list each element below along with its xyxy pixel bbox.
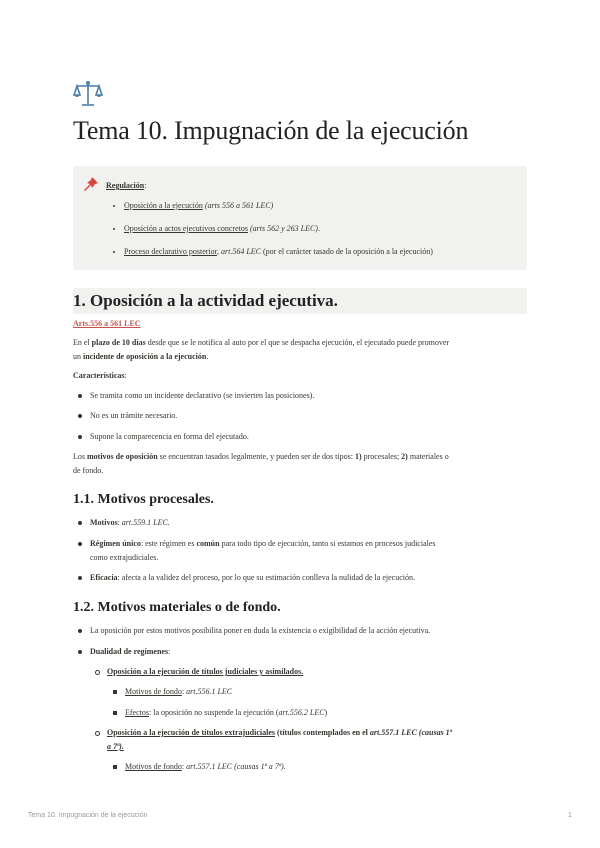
page-title: Tema 10. Impugnación de la ejecución xyxy=(73,116,469,145)
list-item: Régimen único: este régimen es común para todo tipo de ejecución, tanto si estamos en procesos judiciales xyxy=(90,537,436,551)
list-item: • Oposición a la ejecución (arts 556 a 561 LEC) xyxy=(124,194,433,217)
link[interactable]: Motivos de fondo xyxy=(125,687,182,696)
link[interactable]: Oposición a actos ejecutivos concretos xyxy=(124,224,248,233)
link[interactable]: Proceso declarativo posterior xyxy=(124,247,217,256)
list-item xyxy=(107,665,303,679)
paragraph: Los motivos de oposición se encuentran tasados legalmente, y pueden ser de dos tipos: 1) procesales; 2) materiales o xyxy=(73,452,449,461)
list-item: Motivos de fondo: art.556.1 LEC xyxy=(125,685,232,699)
subsection-heading: 1.1. Motivos procesales. xyxy=(73,492,214,507)
list-item: • Oposición a actos ejecutivos concretos (arts 562 y 263 LEC). xyxy=(124,217,433,240)
list-item: Dualidad de regímenes: xyxy=(90,645,170,659)
link[interactable]: Oposición a la ejecución xyxy=(124,201,203,210)
pushpin-icon xyxy=(83,176,99,197)
list-item: Motivos: art.559.1 LEC. xyxy=(90,516,170,530)
list-item: Efectos: la oposición no suspende la ejecución (art.556.2 LEC) xyxy=(125,706,327,720)
footer-title: Tema 10. Impugnación de la ejecución xyxy=(28,812,148,819)
scale-icon xyxy=(73,78,103,113)
list-item-continuation: a 7ª). xyxy=(107,742,124,751)
list-item-continuation: como extrajudiciales. xyxy=(90,553,159,562)
regulation-list xyxy=(106,194,433,263)
link[interactable]: Efectos xyxy=(125,708,149,717)
paragraph: de fondo. xyxy=(73,466,104,475)
articles-link[interactable]: Arts.556 a 561 LEC xyxy=(73,319,141,328)
subsection-heading: 1.2. Motivos materiales o de fondo. xyxy=(73,600,281,615)
page-number: 1 xyxy=(568,812,572,819)
list-item: Oposición a la ejecución de títulos extrajudiciales (títulos contemplados en el art.557.1 LEC (causas 1ª xyxy=(107,726,452,740)
list-item: Eficacia: afecta a la validez del proceso, por lo que su estimación conlleva la nulidad de la ejecución. xyxy=(90,571,415,585)
list-item: Supone la comparecencia en forma del ejecutado. xyxy=(90,430,249,444)
link[interactable]: Oposición a la ejecución de títulos extrajudiciales xyxy=(107,728,275,737)
paragraph: un incidente de oposición a la ejecución. xyxy=(73,352,209,361)
section-heading: 1. Oposición a la actividad ejecutiva. xyxy=(73,288,527,314)
link[interactable]: Motivos de fondo xyxy=(125,762,182,771)
regulation-label[interactable]: Regulación xyxy=(106,181,145,190)
list-item: No es un trámite necesario. xyxy=(90,409,177,423)
list-item: La oposición por estos motivos posibilita poner en duda la existencia o exigibilidad de la acción ejecutiva. xyxy=(90,624,430,638)
paragraph: En el plazo de 10 días desde que se le notifica al auto por el que se despacha ejecución, el ejecutado puede promover xyxy=(73,338,450,347)
list-item: Motivos de fondo: art.557.1 LEC (causas 1ª a 7ª). xyxy=(125,760,286,774)
regulation-callout: Regulación: • Oposición a la ejecución (arts 556 a 561 LEC) • Oposición a actos ejecutivos concretos (arts 562 y 263 LEC). • Proceso declarativo posterior, art.564 LEC (por el carácter tasado de la oposición a la ejecución) xyxy=(73,166,527,270)
list-item: • Proceso declarativo posterior, art.564 LEC (por el carácter tasado de la oposición a la ejecución) xyxy=(124,240,433,263)
characteristics-label: Características: xyxy=(73,371,127,380)
list-item: Se tramita como un incidente declarativo (se invierten las posiciones). xyxy=(90,389,314,403)
link[interactable]: Oposición a la ejecución de títulos judiciales y asimilados. xyxy=(107,667,304,676)
